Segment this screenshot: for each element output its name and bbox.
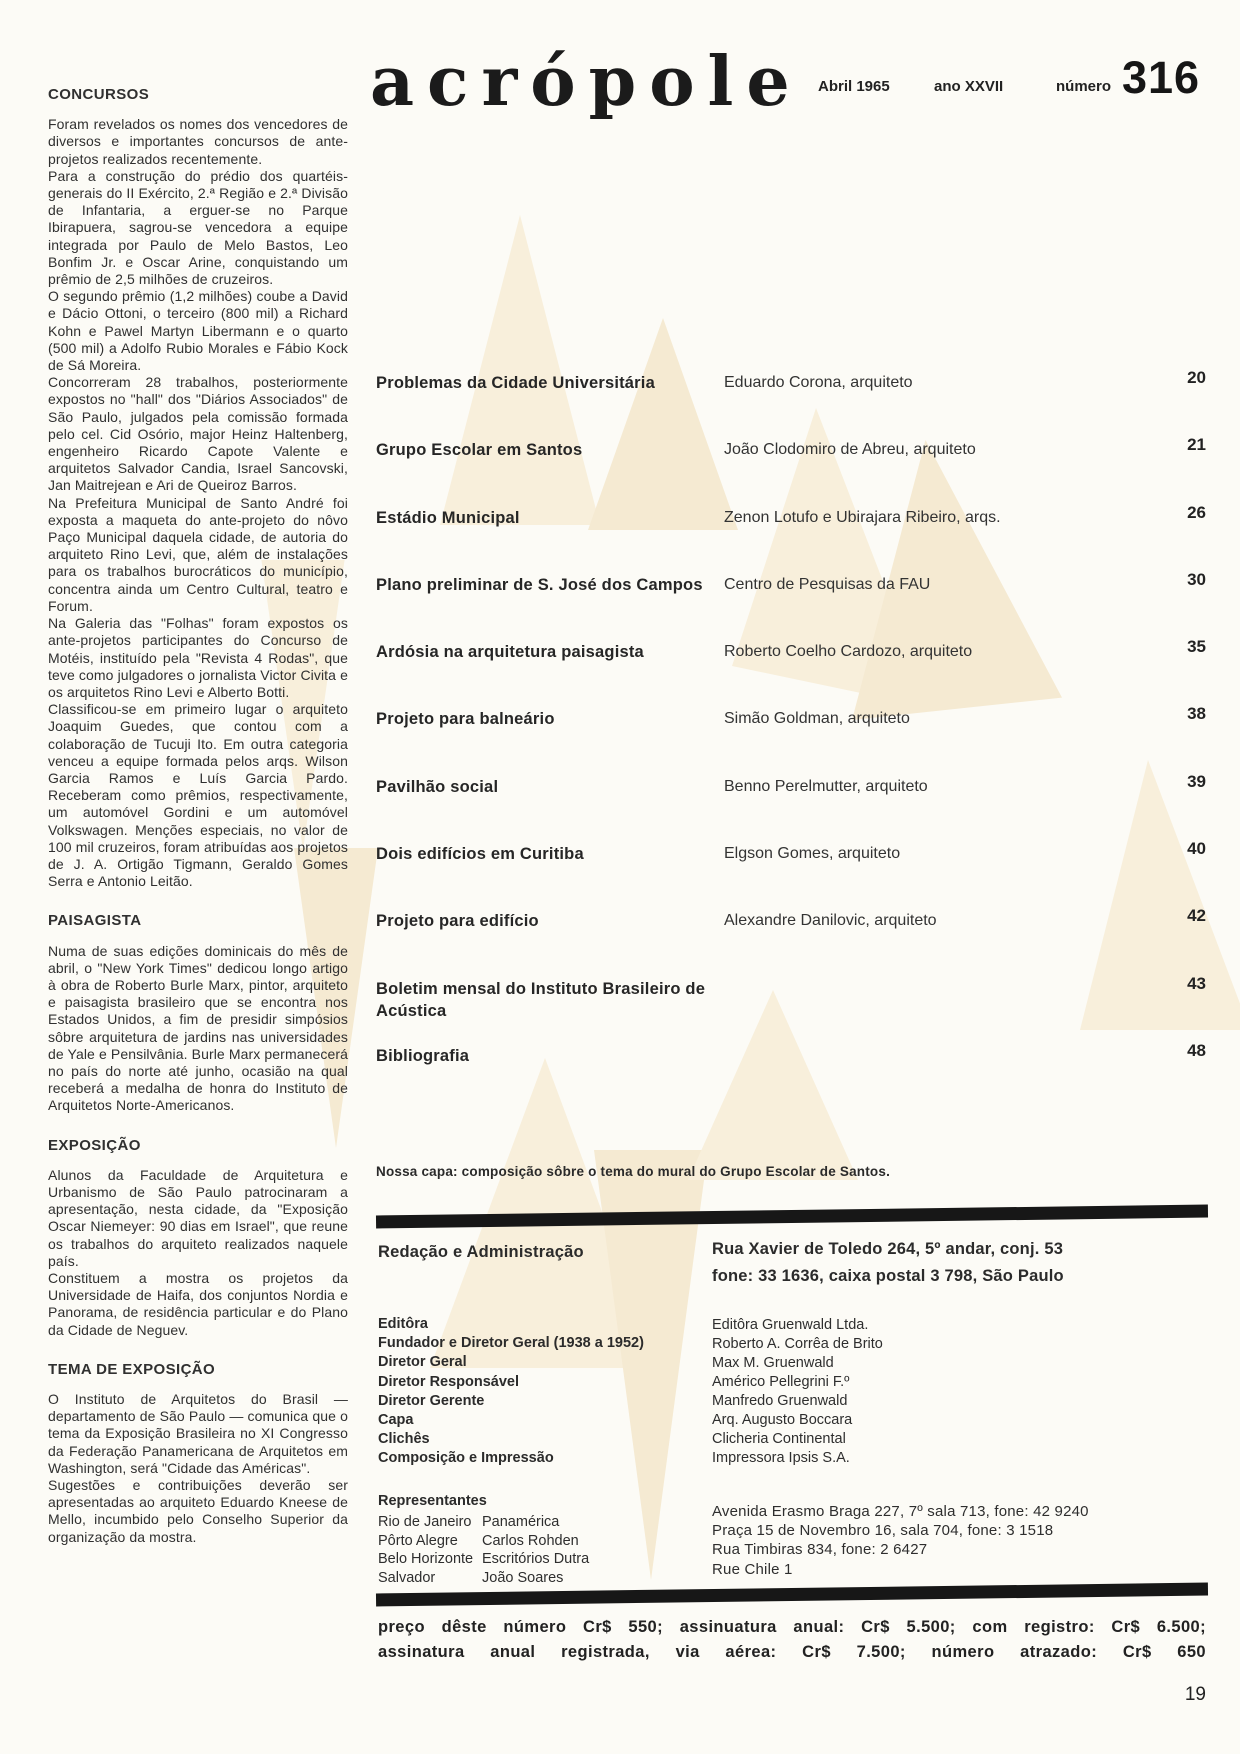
magazine-logo: acrópole bbox=[370, 42, 803, 122]
representative-city: Rio de Janeiro bbox=[378, 1514, 472, 1530]
section-heading: EXPOSIÇÃO bbox=[48, 1136, 141, 1154]
toc-entry-author: João Clodomiro de Abreu, arquiteto bbox=[724, 441, 976, 459]
representative-address: Praça 15 de Novembro 16, sala 704, fone: 3 1518 bbox=[712, 1522, 1054, 1540]
staff-role: Capa bbox=[378, 1412, 414, 1429]
toc-entry-title: Projeto para balneário bbox=[376, 710, 555, 729]
representative-agent: Carlos Rohden bbox=[482, 1532, 579, 1549]
news-paragraph: Concorreram 28 trabalhos, posteriormente expostos no "hall" dos "Diários Associados" de São Paulo, julgados pela comissão formada pelo cel. Cid Osório, major Heinz Haltenberg, engenheiro Ricardo Capote Valente e arquitetos Salvador Candia, Israel Sancovski, Jan Maitrejean e Ari de Queiroz Barros. bbox=[48, 374, 348, 494]
staff-name: Clicheria Continental bbox=[712, 1431, 846, 1447]
toc-entry bbox=[376, 771, 1206, 843]
section-paragraphs bbox=[48, 943, 348, 1115]
representative-address: Rue Chile 1 bbox=[712, 1560, 793, 1578]
news-section-paisagista bbox=[48, 912, 348, 1114]
staff-role: Composição e Impressão bbox=[378, 1450, 554, 1467]
representative-agent: Panamérica bbox=[482, 1514, 560, 1530]
staff-name: Américo Pellegrini F.º bbox=[712, 1374, 850, 1390]
toc-entry bbox=[376, 839, 1206, 910]
staff-name: Max M. Gruenwald bbox=[712, 1355, 834, 1371]
section-heading: PAISAGISTA bbox=[48, 912, 142, 930]
table-of-contents bbox=[376, 368, 1206, 1112]
toc-entry-title: Dois edifícios em Curitiba bbox=[376, 845, 584, 864]
representative-city: Pôrto Alegre bbox=[378, 1532, 458, 1549]
news-section-exposicao bbox=[48, 1137, 348, 1339]
toc-entry-title: Ardósia na arquitetura paisagista bbox=[376, 643, 644, 662]
admin-address-line: fone: 33 1636, caixa postal 3 798, São Paulo bbox=[712, 1267, 1064, 1285]
representative-address-list bbox=[712, 1502, 1212, 1579]
news-paragraph: Na Galeria das "Folhas" foram expostos os ante-projetos participantes do Concurso de Motéis, instituído pela "Revista 4 Rodas", que teve como julgadores o jornalista Victor Civita e os arquitetos Rino Levi e Alberto Botti. bbox=[48, 615, 348, 700]
toc-entry-title: Pavilhão social bbox=[376, 777, 499, 796]
toc-entry bbox=[376, 502, 1206, 574]
staff-name: Roberto A. Corrêa de Brito bbox=[712, 1336, 883, 1352]
admin-address bbox=[712, 1236, 1212, 1290]
admin-address-line: Rua Xavier de Toledo 264, 5º andar, conj. 53 bbox=[712, 1240, 1064, 1258]
toc-entry-page: 20 bbox=[1187, 368, 1206, 387]
news-paragraph: O segundo prêmio (1,2 milhões) coube a David e Dácio Ottoni, o terceiro (800 mil) a Richard Kohn e Pawel Martyn Libermann e o quarto (500 mil) a Adolfo Rubio Morales e Fábio Kock de Sá Moreira. bbox=[48, 288, 348, 374]
toc-entry bbox=[376, 435, 1206, 506]
staff-role: Editôra bbox=[378, 1316, 428, 1332]
representative-row bbox=[378, 1513, 698, 1532]
representatives-heading: Representantes bbox=[378, 1493, 487, 1509]
toc-entry-page: 40 bbox=[1187, 839, 1206, 859]
toc-entry-title: Projeto para edifício bbox=[376, 912, 539, 931]
toc-entry-page: 30 bbox=[1187, 569, 1206, 589]
issue-year: ano XXVII bbox=[934, 78, 1004, 95]
toc-entry-title: Plano preliminar de S. José dos Campos bbox=[376, 575, 703, 594]
pricing-line: assinatura anual registrada, via aérea: Cr$ 7.500; número atrazado: Cr$ 650 bbox=[378, 1643, 1206, 1661]
representative-address: Avenida Erasmo Braga 227, 7º sala 713, fone: 42 9240 bbox=[712, 1503, 1089, 1520]
issue-number-label: número bbox=[1056, 78, 1112, 95]
staff-role: Clichês bbox=[378, 1431, 430, 1448]
news-section-concursos bbox=[48, 86, 348, 890]
news-section-tema-de-exposicao bbox=[48, 1361, 348, 1546]
news-paragraph: Numa de suas edições dominicais do mês de abril, o "New York Times" dedicou longo artigo à obra de Roberto Burle Marx, pintor, arquiteto e paisagista brasileiro que se encontra nos Estados Unidos, a fim de presidir simpósios sôbre arquitetura de jardins nas universidades de Yale e Pensilvânia. Burle Marx permanecerá no país do norte até junho, ocasião na qual receberá a medalha de honra do Instituto de Arquitetos Norte-Americanos. bbox=[48, 942, 348, 1114]
toc-entry-page: 39 bbox=[1187, 771, 1206, 791]
representative-agent: Escritórios Dutra bbox=[482, 1551, 590, 1568]
toc-entry-title: Bibliografia bbox=[376, 1046, 470, 1065]
staff-role: Diretor Gerente bbox=[378, 1392, 485, 1409]
news-paragraph: Foram revelados os nomes dos vencedores de diversos e importantes concursos de ante-projetos realizados recentemente. bbox=[48, 116, 348, 167]
page-number: 19 bbox=[1184, 1684, 1206, 1705]
toc-entry bbox=[376, 569, 1206, 641]
toc-entry-author: Zenon Lotufo e Ubirajara Ribeiro, arqs. bbox=[724, 508, 1001, 526]
toc-entry-page: 38 bbox=[1187, 704, 1206, 724]
admin-heading: Redação e Administração bbox=[378, 1243, 584, 1261]
section-paragraphs bbox=[48, 1167, 348, 1339]
toc-entry-page: 21 bbox=[1187, 435, 1206, 455]
representative-row bbox=[378, 1569, 698, 1588]
toc-entry-title: Estádio Municipal bbox=[376, 508, 520, 527]
toc-entry bbox=[376, 1040, 1206, 1112]
staff-role-list bbox=[378, 1315, 708, 1469]
section-heading: TEMA DE EXPOSIÇÃO bbox=[48, 1360, 216, 1378]
staff-name: Editôra Gruenwald Ltda. bbox=[712, 1317, 869, 1333]
issue-number: 316 bbox=[1122, 52, 1201, 103]
section-paragraphs bbox=[48, 116, 348, 890]
staff-role: Diretor Geral bbox=[378, 1354, 467, 1371]
toc-entry-author: Eduardo Corona, arquiteto bbox=[724, 374, 913, 391]
news-paragraph: Na Prefeitura Municipal de Santo André foi exposta a maqueta do ante-projeto do nôvo Paço Municipal daquela cidade, de autoria do arquiteto Rino Levi, que, além de instalações para os trabalhos burocráticos do município, concentra ainda um Centro Cultural, teatro e Forum. bbox=[48, 494, 348, 614]
toc-entry bbox=[376, 637, 1206, 708]
representative-city: Belo Horizonte bbox=[378, 1551, 474, 1568]
pricing-line: preço dêste número Cr$ 550; assinuatura anual: Cr$ 5.500; com registro: Cr$ 6.500; bbox=[378, 1618, 1206, 1636]
news-paragraph: O Instituto de Arquitetos do Brasil — departamento de São Paulo — comunica que o tema da Exposição Brasileira no XI Congresso da Federação Panamericana de Arquitetos em Washington, será "Cidade das Américas". bbox=[48, 1391, 348, 1476]
toc-entry bbox=[376, 704, 1206, 775]
news-paragraph: Classificou-se em primeiro lugar o arquiteto Joaquim Guedes, que contou com a colaboração de Tucuji Ito. Em outra categoria venceu a equipe formada pelos arqs. Wilson Garcia Ramos e Luís Garcia Pardo. Receberam como prêmios, respectivamente, um automóvel Gordini e um automóvel Volkswagen. Menções especiais, no valor de 100 mil cruzeiros, foram atribuídas aos projetos de J. A. Ortigão Tigmann, Geraldo Gomes Serra e Antonio Leitão. bbox=[48, 701, 348, 890]
toc-entry-author: Centro de Pesquisas da FAU bbox=[724, 575, 931, 593]
section-heading: CONCURSOS bbox=[48, 86, 150, 103]
news-paragraph: Alunos da Faculdade de Arquitetura e Urbanismo de São Paulo patrocinaram a apresentação, nesta cidade, da "Exposição Oscar Niemeyer: 90 dias em Israel", que reune os trabalhos do arquiteto realizados naquele país. bbox=[48, 1166, 348, 1269]
toc-entry-page: 42 bbox=[1187, 906, 1206, 926]
issue-date: Abril 1965 bbox=[818, 78, 890, 95]
representative-row bbox=[378, 1550, 698, 1569]
staff-name-list bbox=[712, 1316, 1192, 1468]
toc-entry-author: Benno Perelmutter, arquiteto bbox=[724, 777, 928, 795]
pricing-block bbox=[378, 1618, 1206, 1668]
toc-entry bbox=[376, 906, 1206, 977]
staff-role: Fundador e Diretor Geral (1938 a 1952) bbox=[378, 1335, 644, 1352]
staff-name: Arq. Augusto Boccara bbox=[712, 1412, 853, 1428]
toc-entry-page: 43 bbox=[1187, 973, 1206, 993]
toc-entry-title: Problemas da Cidade Universitária bbox=[376, 374, 655, 392]
toc-entry-author: Alexandre Danilovic, arquiteto bbox=[724, 912, 937, 930]
toc-entry-author: Roberto Coelho Cardozo, arquiteto bbox=[724, 643, 973, 661]
representatives-list bbox=[378, 1513, 698, 1587]
news-paragraph: Constituem a mostra os projetos da Universidade de Haifa, dos conjuntos Nordia e Panorama, de residência particular e do Plano da Cidade de Neguev. bbox=[48, 1270, 348, 1338]
representative-address: Rua Timbiras 834, fone: 2 6427 bbox=[712, 1541, 928, 1559]
staff-name: Manfredo Gruenwald bbox=[712, 1393, 848, 1409]
cover-note: Nossa capa: composição sôbre o tema do mural do Grupo Escolar de Santos. bbox=[376, 1163, 891, 1179]
staff-role: Diretor Responsável bbox=[378, 1373, 520, 1390]
staff-name: Impressora Ipsis S.A. bbox=[712, 1450, 850, 1466]
toc-entry-title: Grupo Escolar em Santos bbox=[376, 441, 583, 460]
news-column bbox=[48, 86, 348, 1546]
section-paragraphs bbox=[48, 1391, 348, 1546]
news-paragraph: Sugestões e contribuições deverão ser apresentadas ao arquiteto Eduardo Kneese de Mello, incumbido pelo Conselho Superior da organização da mostra. bbox=[48, 1477, 348, 1545]
representative-agent: João Soares bbox=[482, 1569, 564, 1586]
toc-entry-author: Elgson Gomes, arquiteto bbox=[724, 845, 901, 863]
toc-entry-page: 35 bbox=[1187, 637, 1206, 657]
toc-entry-author: Simão Goldman, arquiteto bbox=[724, 710, 910, 728]
toc-entry-page: 26 bbox=[1187, 502, 1206, 522]
representative-city: Salvador bbox=[378, 1569, 436, 1586]
toc-entry-page: 48 bbox=[1187, 1040, 1206, 1060]
toc-entry bbox=[376, 973, 1206, 1045]
toc-entry bbox=[376, 368, 1206, 439]
news-paragraph: Para a construção do prédio dos quartéis-generais do II Exército, 2.ª Região e 2.ª Divisão de Infantaria, a erguer-se no Parque Ibirapuera, sagrou-se vencedora a equipe integrada por Paulo de Melo Bastos, Leo Bonfim Jr. e Oscar Arine, conquistando um prêmio de 2,5 milhões de cruzeiros. bbox=[48, 167, 348, 288]
toc-entry-title: Boletim mensal do Instituto Brasileiro de Acústica bbox=[376, 979, 706, 1020]
representative-row bbox=[378, 1532, 698, 1551]
